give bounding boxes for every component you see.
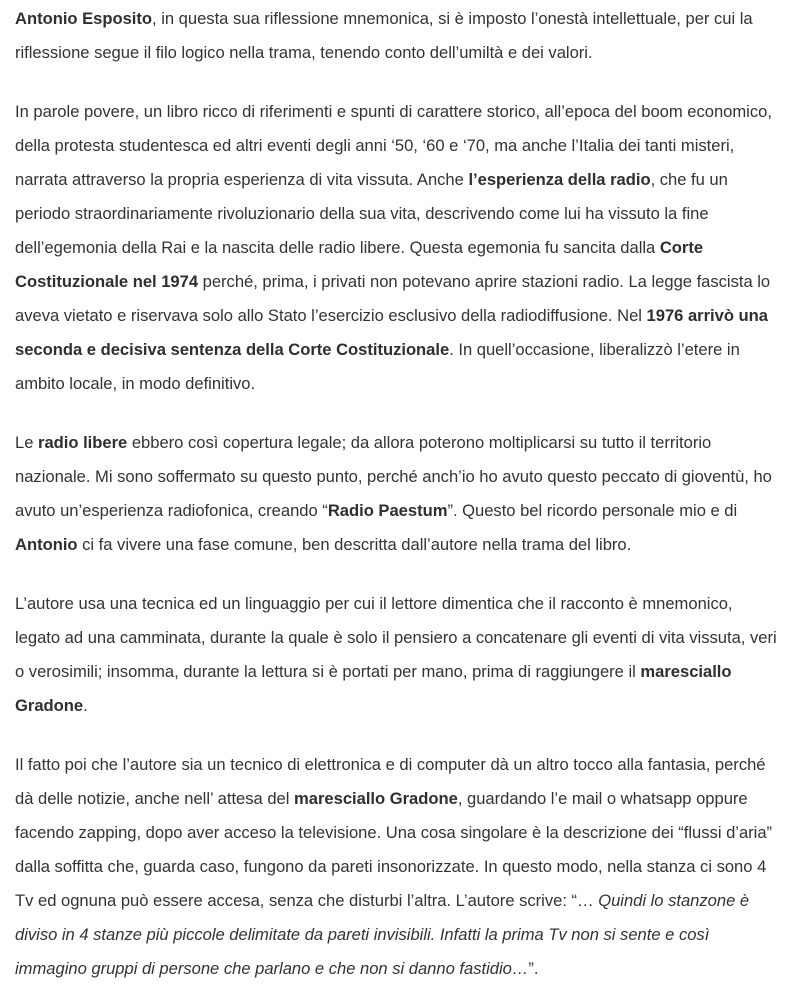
body-text: . [83, 696, 88, 715]
paragraph-p3 [15, 426, 780, 562]
bold-emphasis: 1976 arrivò una seconda e decisiva sentenza della Corte Costituzionale [15, 306, 768, 359]
body-text: perché, prima, i privati non potevano aprire stazioni radio. La legge fascista lo aveva vietato e riservava solo allo Stato l’esercizio esclusivo della radiodiffusione. Nel [15, 272, 771, 325]
body-text: ebbero così copertura legale; da allora poterono moltiplicarsi su tutto il territorio nazionale. Mi sono soffermato su questo punto, perché anch’io ho avuto questo peccato di gioventù, ho avuto un’esperienza radiofonica, creando “ [15, 433, 772, 520]
body-text: L’autore usa una tecnica ed un linguaggio per cui il lettore dimentica che il racconto è mnemonico, legato ad una camminata, durante la quale è solo il pensiero a concatenare gli eventi di vita vissuta, veri o verosimili; insomma, durante la lettura si è portati per mano, prima di raggiungere il [15, 594, 777, 681]
body-text: ”. [528, 959, 539, 978]
body-text: . In quell’occasione, liberalizzò l’etere in ambito locale, in modo definitivo. [15, 340, 740, 393]
bold-emphasis: radio libere [38, 433, 128, 452]
paragraph-p1 [15, 2, 780, 70]
bold-emphasis: Antonio [15, 535, 78, 554]
paragraph-p2 [15, 95, 780, 401]
body-text: , in questa sua riflessione mnemonica, si è imposto l’onestà intellettuale, per cui la riflessione segue il filo logico nella trama, tenendo conto dell’umiltà e dei valori. [15, 9, 753, 62]
bold-emphasis: Radio Paestum [327, 501, 448, 520]
italic-quotation: Quindi lo stanzone è diviso in 4 stanze più piccole delimitate da pareti invisibili. Infatti la prima Tv non si sente e così immagino gruppi di persone che parlano e che non si danno fastidio… [15, 891, 750, 978]
body-text: ci fa vivere una fase comune, ben descritta dall’autore nella trama del libro. [77, 535, 632, 554]
bold-emphasis: Antonio Esposito [15, 9, 153, 28]
body-text: , che fu un periodo straordinariamente rivoluzionario della sua vita, descrivendo come lui ha vissuto la fine dell’egemonia della Rai e la nascita delle radio libere. Questa egemonia fu sancita dalla [15, 170, 728, 257]
bold-emphasis: maresciallo Gradone [294, 789, 458, 808]
body-text: Le [15, 433, 39, 452]
body-text: In parole povere, un libro ricco di riferimenti e spunti di carattere storico, all’epoca del boom economico, della protesta studentesca ed altri eventi degli anni ‘50, ‘60 e ‘70, ma anche l’Italia dei tanti misteri, narrata attraverso la propria esperienza di vita vissuta. Anche [15, 102, 772, 189]
bold-emphasis: l’esperienza della radio [468, 170, 651, 189]
body-text: ”. Questo bel ricordo personale mio e di [447, 501, 738, 520]
bold-emphasis: maresciallo Gradone [15, 662, 732, 715]
paragraph-p5 [15, 748, 780, 986]
body-text: , guardando l’e mail o whatsapp oppure facendo zapping, dopo aver acceso la televisione. Una cosa singolare è la descrizione dei “flussi d’aria” dalla soffitta che, guarda caso, fungono da pareti insonorizzate. In questo modo, nella stanza ci sono 4 Tv ed ognuna può essere accesa, senza che disturbi l’altra. L’autore scrive: “… [15, 789, 773, 910]
bold-emphasis: Corte Costituzionale nel 1974 [15, 238, 704, 291]
paragraph-p4 [15, 587, 780, 723]
body-text: Il fatto poi che l’autore sia un tecnico di elettronica e di computer dà un altro tocco alla fantasia, perché dà delle notizie, anche nell’ attesa del [15, 755, 766, 808]
